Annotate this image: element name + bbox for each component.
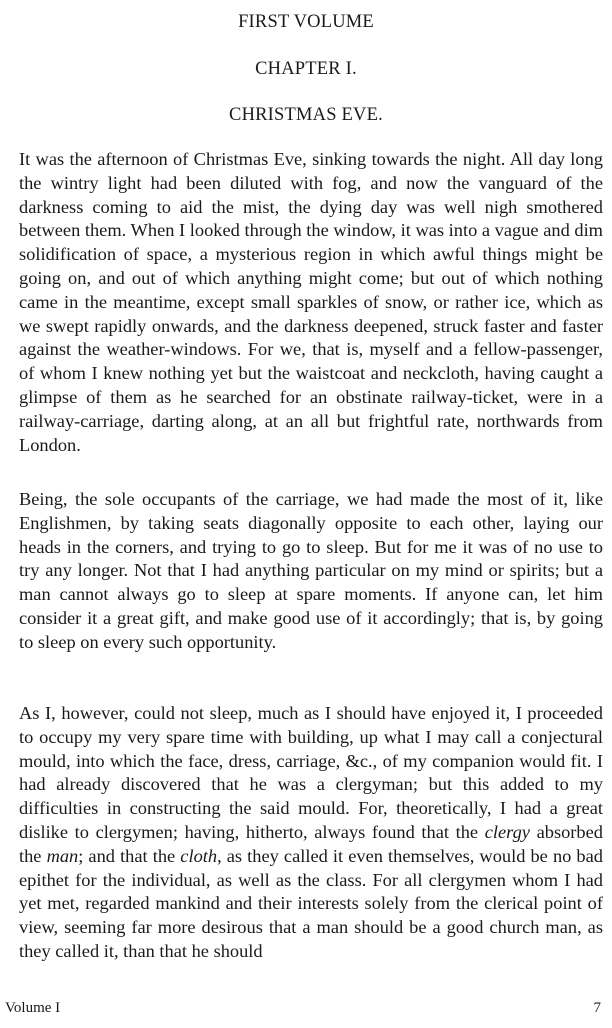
page-number: 7 [593,1000,601,1016]
emphasis-clergy: clergy [484,821,530,842]
chapter-heading: CHAPTER I. [255,59,357,79]
paragraph-3 [19,702,603,964]
chapter-title: CHRISTMAS EVE. [229,105,383,125]
paragraph-3-text-a: As I, however, could not sleep, much as I should have enjoyed it, I proceeded to occupy my very spare time with building, up what I may call a conjectural mould, into which the face, dress, carriage, &c., of my companion would fit. I had already discovered that he was a clergyman; but this added to my difficulties in constructing the said mould. For, theoretically, I had a great dislike to clergymen; having, hitherto, always found that the [19,703,603,842]
volume-heading: FIRST VOLUME [238,12,374,32]
paragraph-3-text-b: absorbed the [19,821,603,866]
emphasis-cloth: cloth [180,845,218,866]
paragraph-1: It was the afternoon of Christmas Eve, sinking towards the night. All day long the wintry light had been diluted with fog, and now the vanguard of the darkness coming to aid the mist, the dying day was well nigh smothered between them. When I looked through the window, it was into a vague and dim solidification of space, a mysterious region in which awful things might be going on, and out of which anything might come; but out of which nothing came in the meantime, except small sparkles of snow, or rather ice, which as we swept rapidly onwards, and the darkness deepened, struck faster and faster against the weather-windows. For we, that is, myself and a fellow-passenger, of whom I knew nothing yet but the waistcoat and neckcloth, having caught a glimpse of them as he searched for an obstinate railway-ticket, were in a railway-carriage, darting along, at an all but frightful rate, northwards from London. [19,149,603,455]
emphasis-man: man [46,845,79,866]
paragraph-2: Being, the sole occupants of the carriage, we had made the most of it, like Englishmen, by taking seats diagonally opposite to each other, laying our heads in the corners, and trying to go to sleep. But for me it was of no use to try any longer. Not that I had anything particular on my mind or spirits; but a man cannot always go to sleep at spare moments. If anyone can, let him consider it a great gift, and make good use of it accordingly; that is, by going to sleep on every such opportunity. [19,489,603,652]
footer-volume-label: Volume I [5,1000,61,1016]
paragraph-3-text-c: ; and that the [78,845,181,866]
paragraph-3-text-d: , as they called it even themselves, would be no bad epithet for the individual, as well as the class. For all clergymen whom I had yet met, regarded mankind and their interests solely from the clerical point of view, seeming far more desirous that a man should be a good church man, as they called it, than that he should [19,845,603,961]
